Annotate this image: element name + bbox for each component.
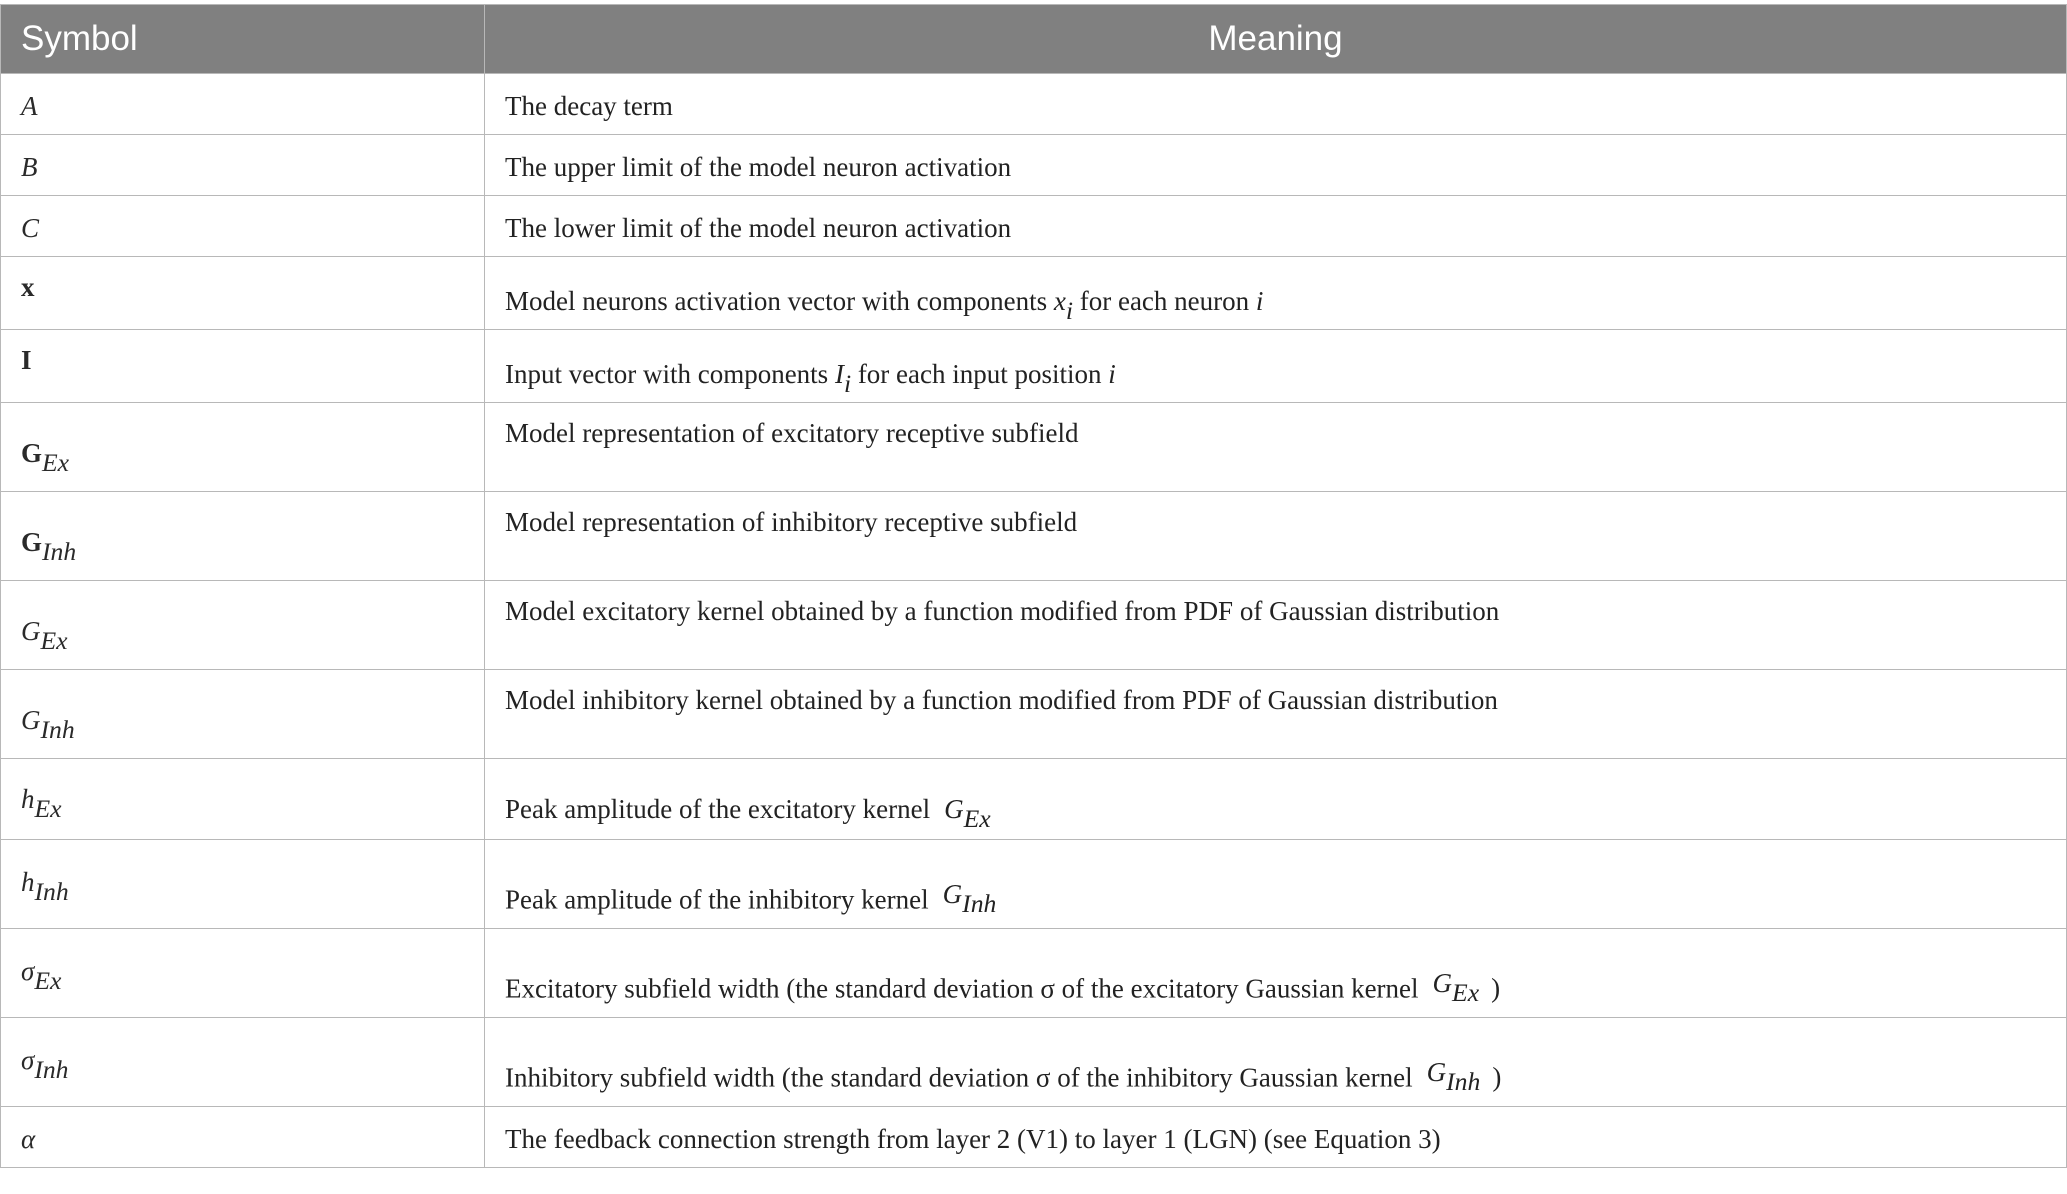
symbol-text: h [21,867,35,897]
kernel-subscript: Inh [1446,1066,1481,1096]
meaning-text: Peak amplitude of the inhibitory kernel [505,884,929,915]
symbol-cell [1,196,485,257]
kernel-symbol [1432,968,1480,1007]
meaning-text: Model inhibitory kernel obtained by a function modified from PDF of Gaussian distribution [505,685,1498,715]
kernel-subscript: Ex [1452,977,1480,1007]
table-row [1,74,2067,135]
meaning-cell [485,135,2067,196]
meaning-variable: I [834,359,844,389]
meaning-text: The feedback connection strength from layer 2 (V1) to layer 1 (LGN) (see Equation 3) [505,1124,1441,1154]
meaning-text: for each input position [851,359,1109,389]
table-header-row [1,5,2067,74]
symbol-cell [1,1018,485,1107]
table-row [1,330,2067,403]
meaning-cell [485,196,2067,257]
meaning-variable: i [1108,359,1116,389]
symbol-cell [1,840,485,929]
closing-paren: ) [1491,973,1501,1004]
meaning-subscript: i [1065,295,1073,325]
meaning-cell [485,330,2067,403]
symbol-text: σ [21,956,35,986]
kernel-letter: G [1426,1057,1447,1087]
kernel-letter: G [944,794,964,824]
meaning-cell [485,929,2067,1018]
meaning-cell [485,670,2067,759]
closing-paren: ) [1492,1062,1502,1093]
table-row [1,759,2067,840]
symbol-cell [1,492,485,581]
symbol-cell [1,1107,485,1168]
meaning-text: Model neurons activation vector with components [505,286,1054,316]
meaning-text: Input vector with components [505,359,835,389]
kernel-symbol [944,794,991,833]
table-row [1,257,2067,330]
symbol-text: C [21,213,40,243]
meaning-text: for each neuron [1072,286,1256,316]
meaning-cell [485,74,2067,135]
meaning-text: Inhibitory subfield width (the standard deviation σ of the inhibitory Gaussian kernel [505,1062,1413,1093]
meaning-variable: i [1255,286,1264,316]
meaning-cell [485,257,2067,330]
meaning-text: The upper limit of the model neuron activation [505,152,1012,182]
meaning-text: The decay term [505,91,673,121]
meaning-subscript: i [843,368,852,398]
meaning-text: Excitatory subfield width (the standard deviation σ of the excitatory Gaussian kernel [505,973,1419,1004]
meaning-cell [485,840,2067,929]
kernel-symbol [1426,1057,1481,1096]
symbol-text: G [21,438,43,468]
symbol-subscript: Ex [42,447,70,477]
table-row [1,492,2067,581]
meaning-variable: x [1053,286,1066,316]
table-row [1,929,2067,1018]
header-meaning: Meaning [485,5,2067,74]
symbol-text: σ [21,1045,35,1075]
symbol-cell [1,929,485,1018]
symbol-cell [1,759,485,840]
symbol-text: G [21,616,41,646]
symbol-subscript: Ex [34,793,62,823]
table-row [1,403,2067,492]
symbol-text: G [21,527,43,557]
symbol-subscript: Inh [40,714,75,744]
kernel-subscript: Inh [962,888,997,918]
symbol-table-container [0,4,2067,1168]
symbol-cell [1,403,485,492]
symbol-text: x [21,272,35,302]
table-row [1,581,2067,670]
meaning-text: Model representation of excitatory receptive subfield [505,418,1079,448]
symbol-cell [1,330,485,403]
table-row [1,1018,2067,1107]
kernel-subscript: Ex [963,803,991,833]
symbol-text: A [21,91,38,121]
kernel-letter: G [1432,968,1453,998]
meaning-cell [485,1018,2067,1107]
table-row [1,196,2067,257]
kernel-letter: G [942,879,963,909]
symbol-subscript: Ex [34,965,62,995]
symbol-text: G [21,705,41,735]
meaning-cell [485,492,2067,581]
symbol-text: I [21,345,32,375]
symbol-text: α [21,1124,36,1154]
symbol-cell [1,257,485,330]
meaning-cell [485,1107,2067,1168]
table-row [1,840,2067,929]
symbol-subscript: Inh [42,536,77,566]
symbol-subscript: Inh [34,876,69,906]
symbol-text: h [21,784,35,814]
symbol-subscript: Ex [40,625,68,655]
table-row [1,670,2067,759]
meaning-text: Peak amplitude of the excitatory kernel [505,794,931,824]
meaning-text: The lower limit of the model neuron activation [505,213,1012,243]
symbol-cell [1,135,485,196]
symbol-text: B [21,152,38,182]
meaning-cell [485,581,2067,670]
symbol-cell [1,670,485,759]
symbol-cell [1,74,485,135]
table-row [1,135,2067,196]
meaning-cell [485,403,2067,492]
symbol-table [0,4,2067,1168]
table-row [1,1107,2067,1168]
symbol-subscript: Inh [34,1054,69,1084]
symbol-cell [1,581,485,670]
header-symbol: Symbol [1,5,485,74]
meaning-text: Model representation of inhibitory receptive subfield [505,507,1078,537]
kernel-symbol [942,879,997,918]
meaning-cell [485,759,2067,840]
meaning-text: Model excitatory kernel obtained by a function modified from PDF of Gaussian distribution [505,596,1500,626]
